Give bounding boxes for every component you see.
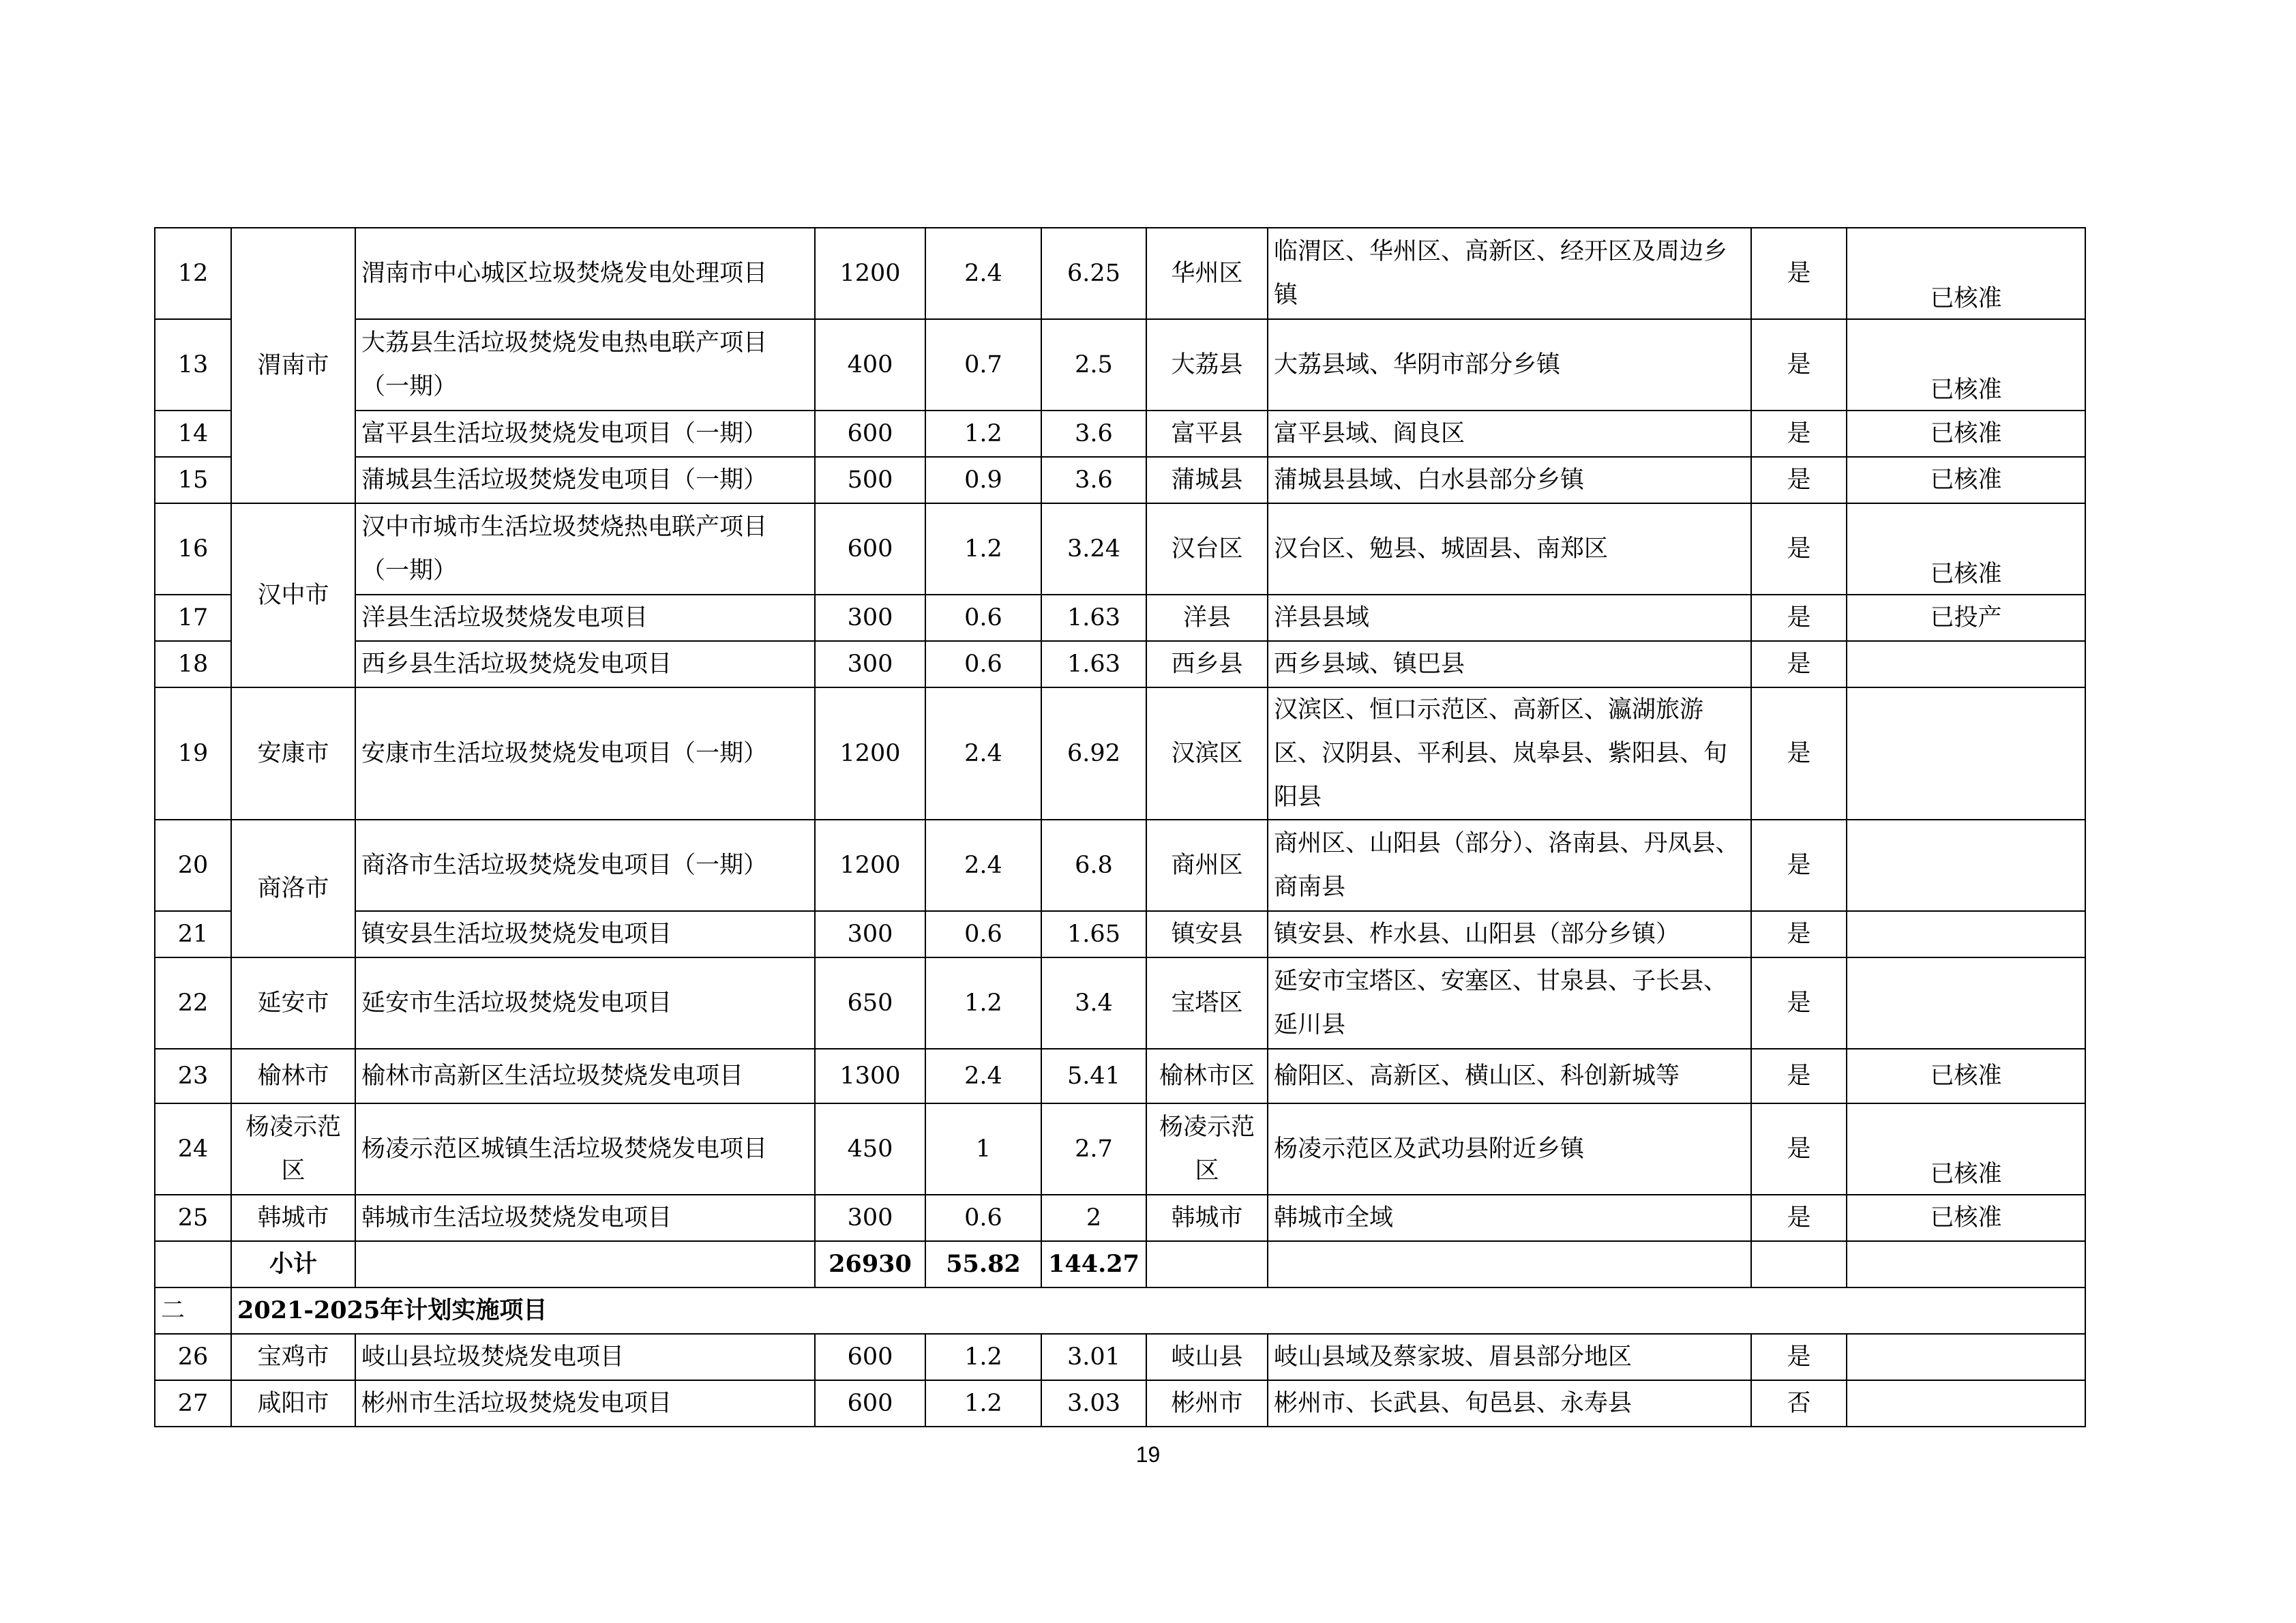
capacity: 1200: [815, 820, 925, 911]
capacity: 300: [815, 911, 925, 957]
capacity: 300: [815, 641, 925, 687]
capacity: 500: [815, 457, 925, 503]
capacity: 650: [815, 957, 925, 1049]
row-number: 26: [155, 1334, 231, 1380]
service-area: 大荔县域、华阴市部分乡镇: [1268, 319, 1751, 411]
status-text: [1847, 820, 2085, 911]
table-row: [155, 1380, 2085, 1427]
city-cell: 杨凌示范区: [231, 1103, 355, 1195]
value-a: 0.9: [925, 457, 1041, 503]
status-cell: [1847, 319, 2085, 411]
table-row: [155, 595, 2085, 641]
subtotal-value-b: 144.27: [1041, 1241, 1146, 1287]
included-flag: 是: [1751, 687, 1847, 820]
status-text: 已核准: [1930, 1161, 2002, 1188]
value-a: 0.6: [925, 641, 1041, 687]
project-name: 大荔县生活垃圾焚烧发电热电联产项目（一期）: [355, 319, 815, 411]
site: 华州区: [1146, 228, 1268, 319]
table-row: [155, 687, 2085, 820]
capacity: 1200: [815, 228, 925, 319]
project-name: 渭南市中心城区垃圾焚烧发电处理项目: [355, 228, 815, 319]
row-number: 20: [155, 820, 231, 911]
row-number: 27: [155, 1380, 231, 1427]
site: 大荔县: [1146, 319, 1268, 411]
value-b: 5.41: [1041, 1049, 1146, 1103]
status-text: 已核准: [1930, 561, 2002, 588]
site: 镇安县: [1146, 911, 1268, 957]
table-row: [155, 820, 2085, 911]
row-number: 18: [155, 641, 231, 687]
value-b: 2.7: [1041, 1103, 1146, 1195]
capacity: 600: [815, 411, 925, 457]
value-b: 6.8: [1041, 820, 1146, 911]
row-number: 14: [155, 411, 231, 457]
capacity: 600: [815, 503, 925, 595]
service-area: 镇安县、柞水县、山阳县（部分乡镇）: [1268, 911, 1751, 957]
service-area: 西乡县域、镇巴县: [1268, 641, 1751, 687]
page-number: 19: [1135, 1442, 1161, 1467]
included-flag: 是: [1751, 1334, 1847, 1380]
value-b: 3.6: [1041, 411, 1146, 457]
city-cell: 韩城市: [231, 1195, 355, 1241]
project-name: 商洛市生活垃圾焚烧发电项目（一期）: [355, 820, 815, 911]
row-number: 21: [155, 911, 231, 957]
status-text: 已核准: [1847, 1195, 2085, 1241]
value-b: 3.4: [1041, 957, 1146, 1049]
subtotal-label: 小计: [231, 1241, 355, 1287]
included-flag: 是: [1751, 1049, 1847, 1103]
status-text: 已核准: [1847, 457, 2085, 503]
status-cell: [1847, 1103, 2085, 1195]
site: 西乡县: [1146, 641, 1268, 687]
project-name: 杨凌示范区城镇生活垃圾焚烧发电项目: [355, 1103, 815, 1195]
status-text: 已投产: [1847, 595, 2085, 641]
row-number: 23: [155, 1049, 231, 1103]
service-area: 彬州市、长武县、旬邑县、永寿县: [1268, 1380, 1751, 1427]
value-b: 3.03: [1041, 1380, 1146, 1427]
project-name: 洋县生活垃圾焚烧发电项目: [355, 595, 815, 641]
service-area: 延安市宝塔区、安塞区、甘泉县、子长县、延川县: [1268, 957, 1751, 1049]
project-name: 汉中市城市生活垃圾焚烧热电联产项目（一期）: [355, 503, 815, 595]
city-cell: 榆林市: [231, 1049, 355, 1103]
value-a: 2.4: [925, 228, 1041, 319]
project-table: [154, 227, 2086, 1427]
table-row: [155, 911, 2085, 957]
row-number: 19: [155, 687, 231, 820]
status-text: 已核准: [1930, 376, 2002, 404]
city-cell: 宝鸡市: [231, 1334, 355, 1380]
subtotal-capacity: 26930: [815, 1241, 925, 1287]
empty-cell: [355, 1241, 815, 1287]
value-a: 2.4: [925, 1049, 1041, 1103]
project-name: 岐山县垃圾焚烧发电项目: [355, 1334, 815, 1380]
status-text: 已核准: [1847, 1049, 2085, 1103]
project-name: 西乡县生活垃圾焚烧发电项目: [355, 641, 815, 687]
project-name: 镇安县生活垃圾焚烧发电项目: [355, 911, 815, 957]
value-b: 2.5: [1041, 319, 1146, 411]
row-number: 24: [155, 1103, 231, 1195]
included-flag: 是: [1751, 595, 1847, 641]
site: 杨凌示范区: [1146, 1103, 1268, 1195]
site: 岐山县: [1146, 1334, 1268, 1380]
service-area: 韩城市全域: [1268, 1195, 1751, 1241]
table-row: [155, 411, 2085, 457]
included-flag: 是: [1751, 820, 1847, 911]
capacity: 300: [815, 1195, 925, 1241]
service-area: 岐山县域及蔡家坡、眉县部分地区: [1268, 1334, 1751, 1380]
status-text: [1847, 957, 2085, 1049]
value-a: 1.2: [925, 503, 1041, 595]
section-title: 2021-2025年计划实施项目: [231, 1287, 2085, 1334]
service-area: 汉台区、勉县、城固县、南郑区: [1268, 503, 1751, 595]
capacity: 450: [815, 1103, 925, 1195]
service-area: 商州区、山阳县（部分）、洛南县、丹凤县、商南县: [1268, 820, 1751, 911]
row-number: 16: [155, 503, 231, 595]
site: 宝塔区: [1146, 957, 1268, 1049]
value-a: 1.2: [925, 1380, 1041, 1427]
project-name: 韩城市生活垃圾焚烧发电项目: [355, 1195, 815, 1241]
site: 汉台区: [1146, 503, 1268, 595]
row-number: 22: [155, 957, 231, 1049]
included-flag: 是: [1751, 957, 1847, 1049]
status-text: 已核准: [1930, 285, 2002, 312]
service-area: 杨凌示范区及武功县附近乡镇: [1268, 1103, 1751, 1195]
row-number: 25: [155, 1195, 231, 1241]
table-row: [155, 957, 2085, 1049]
subtotal-row: [155, 1241, 2085, 1287]
value-a: 0.6: [925, 1195, 1041, 1241]
status-text: [1847, 641, 2085, 687]
included-flag: 否: [1751, 1380, 1847, 1427]
row-number: 13: [155, 319, 231, 411]
status-text: [1847, 1380, 2085, 1427]
table-row: [155, 1195, 2085, 1241]
value-b: 3.01: [1041, 1334, 1146, 1380]
section-header-row: [155, 1287, 2085, 1334]
status-cell: [1847, 228, 2085, 319]
included-flag: 是: [1751, 641, 1847, 687]
city-cell: 延安市: [231, 957, 355, 1049]
table-row: [155, 228, 2085, 319]
capacity: 300: [815, 595, 925, 641]
site: 榆林市区: [1146, 1049, 1268, 1103]
service-area: 临渭区、华州区、高新区、经开区及周边乡镇: [1268, 228, 1751, 319]
value-b: 6.92: [1041, 687, 1146, 820]
empty-cell: [1847, 1241, 2085, 1287]
site: 商州区: [1146, 820, 1268, 911]
site: 彬州市: [1146, 1380, 1268, 1427]
value-a: 2.4: [925, 687, 1041, 820]
status-text: [1847, 911, 2085, 957]
status-cell: [1847, 503, 2085, 595]
included-flag: 是: [1751, 228, 1847, 319]
included-flag: 是: [1751, 1195, 1847, 1241]
value-b: 3.24: [1041, 503, 1146, 595]
table-row: [155, 1334, 2085, 1380]
value-a: 0.6: [925, 911, 1041, 957]
service-area: 汉滨区、恒口示范区、高新区、瀛湖旅游区、汉阴县、平利县、岚皋县、紫阳县、旬阳县: [1268, 687, 1751, 820]
site: 韩城市: [1146, 1195, 1268, 1241]
row-number: 15: [155, 457, 231, 503]
table-row: [155, 1103, 2085, 1195]
site: 洋县: [1146, 595, 1268, 641]
subtotal-value-a: 55.82: [925, 1241, 1041, 1287]
included-flag: 是: [1751, 319, 1847, 411]
value-b: 1.63: [1041, 641, 1146, 687]
empty-cell: [1268, 1241, 1751, 1287]
project-name: 安康市生活垃圾焚烧发电项目（一期）: [355, 687, 815, 820]
value-a: 0.6: [925, 595, 1041, 641]
capacity: 600: [815, 1334, 925, 1380]
empty-cell: [1146, 1241, 1268, 1287]
empty-cell: [1751, 1241, 1847, 1287]
city-cell: 商洛市: [231, 820, 355, 957]
value-b: 6.25: [1041, 228, 1146, 319]
section-index: 二: [155, 1287, 231, 1334]
table-row: [155, 1049, 2085, 1103]
project-name: 延安市生活垃圾焚烧发电项目: [355, 957, 815, 1049]
table-row: [155, 457, 2085, 503]
row-number: 17: [155, 595, 231, 641]
project-name: 榆林市高新区生活垃圾焚烧发电项目: [355, 1049, 815, 1103]
value-b: 1.65: [1041, 911, 1146, 957]
table-row: [155, 641, 2085, 687]
included-flag: 是: [1751, 911, 1847, 957]
city-cell: 渭南市: [231, 228, 355, 503]
status-text: [1847, 687, 2085, 820]
value-b: 3.6: [1041, 457, 1146, 503]
site: 汉滨区: [1146, 687, 1268, 820]
site: 蒲城县: [1146, 457, 1268, 503]
value-b: 1.63: [1041, 595, 1146, 641]
value-b: 2: [1041, 1195, 1146, 1241]
included-flag: 是: [1751, 411, 1847, 457]
service-area: 蒲城县县域、白水县部分乡镇: [1268, 457, 1751, 503]
included-flag: 是: [1751, 1103, 1847, 1195]
service-area: 富平县域、阎良区: [1268, 411, 1751, 457]
included-flag: 是: [1751, 457, 1847, 503]
value-a: 0.7: [925, 319, 1041, 411]
included-flag: 是: [1751, 503, 1847, 595]
capacity: 1200: [815, 687, 925, 820]
capacity: 1300: [815, 1049, 925, 1103]
table-row: [155, 503, 2085, 595]
status-text: 已核准: [1847, 411, 2085, 457]
row-number: 12: [155, 228, 231, 319]
project-name: 蒲城县生活垃圾焚烧发电项目（一期）: [355, 457, 815, 503]
capacity: 600: [815, 1380, 925, 1427]
city-cell: 安康市: [231, 687, 355, 820]
value-a: 1.2: [925, 411, 1041, 457]
project-name: 彬州市生活垃圾焚烧发电项目: [355, 1380, 815, 1427]
value-a: 1: [925, 1103, 1041, 1195]
value-a: 1.2: [925, 1334, 1041, 1380]
city-cell: 汉中市: [231, 503, 355, 687]
city-cell: 咸阳市: [231, 1380, 355, 1427]
capacity: 400: [815, 319, 925, 411]
service-area: 榆阳区、高新区、横山区、科创新城等: [1268, 1049, 1751, 1103]
table-row: [155, 319, 2085, 411]
status-text: [1847, 1334, 2085, 1380]
site: 富平县: [1146, 411, 1268, 457]
project-name: 富平县生活垃圾焚烧发电项目（一期）: [355, 411, 815, 457]
value-a: 2.4: [925, 820, 1041, 911]
empty-cell: [155, 1241, 231, 1287]
value-a: 1.2: [925, 957, 1041, 1049]
service-area: 洋县县域: [1268, 595, 1751, 641]
